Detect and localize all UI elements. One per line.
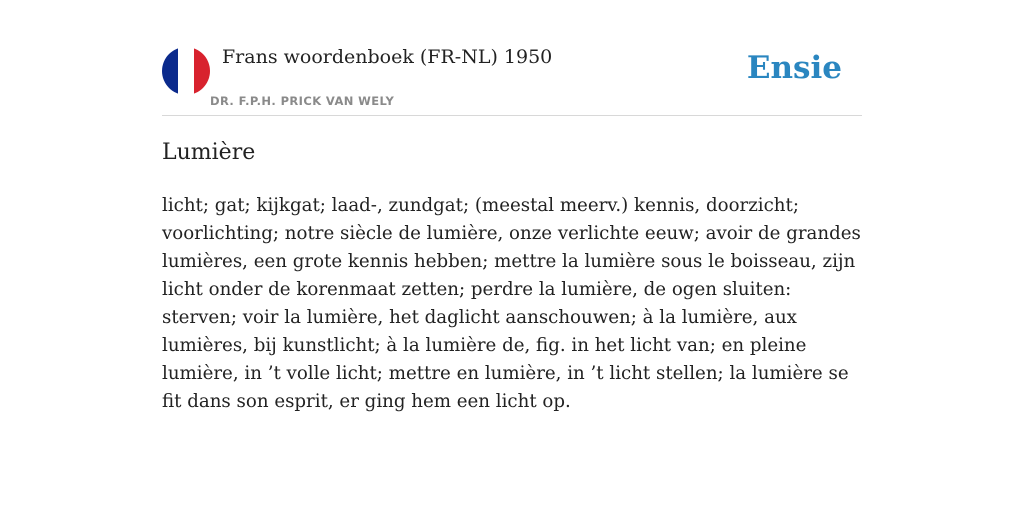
dictionary-author: DR. F.P.H. PRICK VAN WELY: [210, 94, 395, 108]
ensie-logo[interactable]: Ensie: [746, 50, 842, 86]
flag-stripe-blue: [162, 47, 178, 95]
dictionary-title[interactable]: Frans woordenboek (FR-NL) 1950: [222, 46, 553, 68]
entry-definition: licht; gat; kijkgat; laad-, zundgat; (meestal meerv.) kennis, doorzicht; voorlichting; notre siècle de lumière, onze verlichte eeuw; avoir de grandes lumières, een grote kennis hebben; mettre la lumière sous le boisseau, zijn licht onder de korenmaat zetten; perdre la lumière, de ogen sluiten: sterven; voir la lumière, het daglicht aanschouwen; à la lumière, aux lumières, bij kunstlicht; à la lumière de, fig. in het licht van; en pleine lumière, in ’t volle licht; mettre en lumière, in ’t licht stellen; la lumière se fit dans son esprit, er ging hem een licht op.: [162, 195, 861, 412]
dictionary-header: [162, 42, 862, 116]
france-flag-icon: [162, 47, 210, 95]
entry-headword: Lumière: [162, 140, 256, 165]
flag-stripe-white: [178, 47, 194, 95]
flag-stripe-red: [194, 47, 210, 95]
